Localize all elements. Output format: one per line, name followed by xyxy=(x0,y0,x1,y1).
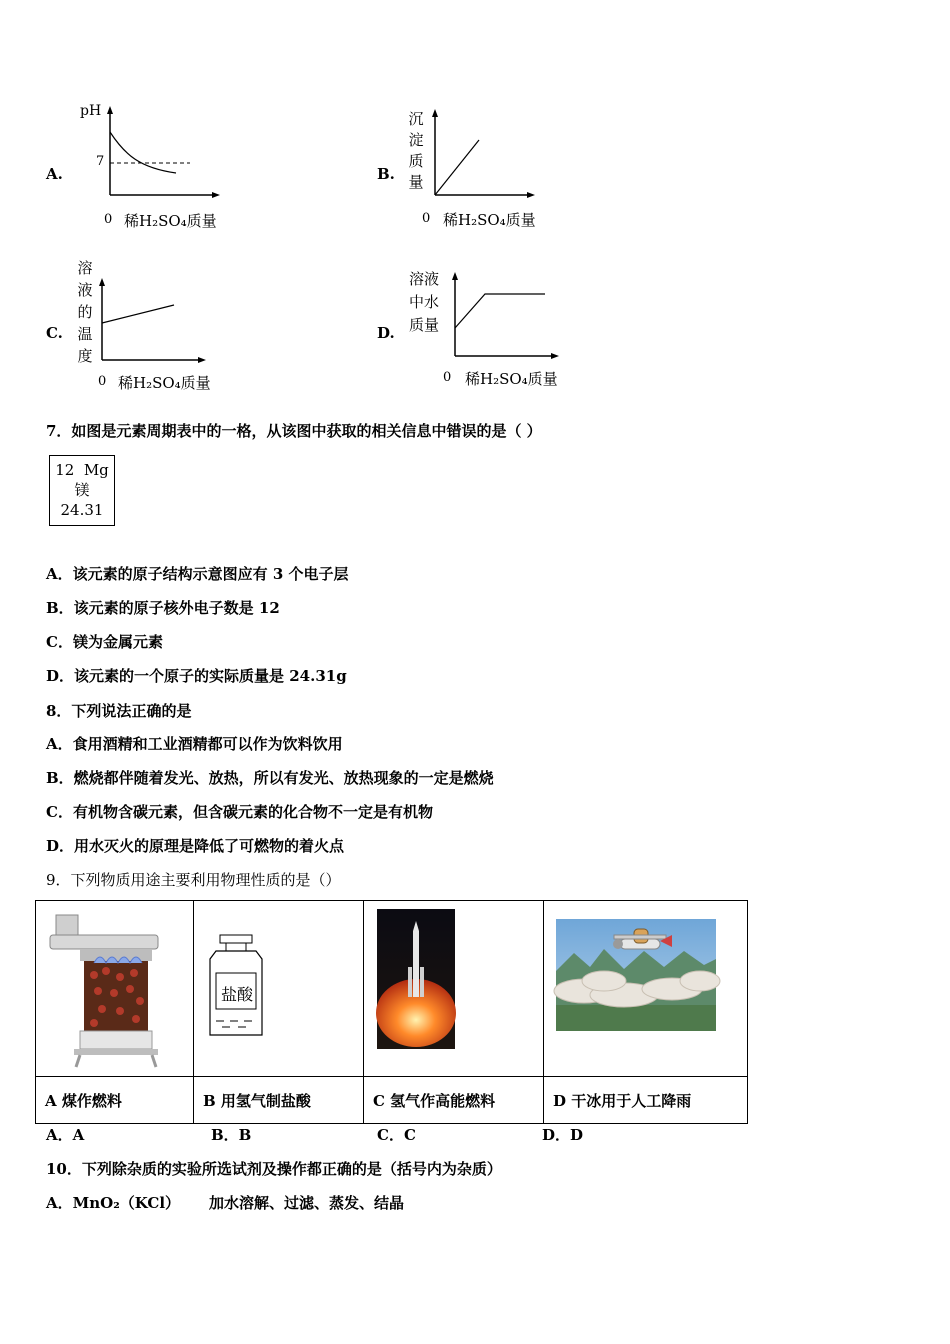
q9-answer-b: B．B xyxy=(211,1126,252,1144)
rocket-launch-illustration xyxy=(364,901,543,1072)
q9-answer-d: D．D xyxy=(542,1126,584,1144)
q9-cell-b-image xyxy=(194,901,364,1077)
graph-a-option-label: A. xyxy=(46,165,63,183)
graph-b-ylabel-4: 量 xyxy=(408,173,424,191)
q8-option-a: A．食用酒精和工业酒精都可以作为饮料饮用 xyxy=(46,735,343,753)
graph-a-origin: 0 xyxy=(104,212,113,227)
q8-option-c: C．有机物含碳元素，但含碳元素的化合物不一定是有机物 xyxy=(46,803,433,821)
q7-option-c: C．镁为金属元素 xyxy=(46,633,163,651)
graph-b-ylabel-1: 沉 xyxy=(408,110,424,128)
bottle-label: 盐酸 xyxy=(220,985,253,1004)
graph-c-ylabel-4: 温 xyxy=(77,325,93,343)
graph-c xyxy=(74,258,234,393)
graph-c-ylabel-3: 的 xyxy=(77,303,93,321)
element-symbol: Mg xyxy=(83,461,109,479)
element-name: 镁 xyxy=(74,481,90,499)
coal-stove-illustration xyxy=(36,901,193,1072)
graph-c-origin: 0 xyxy=(98,374,107,389)
q8-option-b: B．燃烧都伴随着发光、放热，所以有发光、放热现象的一定是燃烧 xyxy=(46,769,494,787)
graph-a xyxy=(80,100,240,235)
graph-c-option-label: C. xyxy=(46,324,63,342)
graph-b-option-label: B. xyxy=(377,165,395,183)
q9-table xyxy=(35,900,748,1124)
graph-d-ylabel-1: 溶液 xyxy=(409,270,440,288)
graph-d-xlabel: 稀H₂SO₄质量 xyxy=(465,370,558,388)
q8-stem: 8．下列说法正确的是 xyxy=(46,702,192,720)
q9-cell-c-image xyxy=(364,901,544,1077)
q7-option-a: A．该元素的原子结构示意图应有 3 个电子层 xyxy=(46,565,349,583)
graph-c-xlabel: 稀H₂SO₄质量 xyxy=(118,374,211,392)
q7-option-b: B．该元素的原子核外电子数是 12 xyxy=(46,599,280,617)
graph-d xyxy=(405,266,575,396)
q9-cell-d-label: D 干冰用于人工降雨 xyxy=(544,1077,748,1124)
graph-a-xlabel: 稀H₂SO₄质量 xyxy=(124,212,217,230)
q9-image-row xyxy=(36,901,748,1077)
graph-d-origin: 0 xyxy=(443,370,452,385)
element-mass: 24.31 xyxy=(60,501,104,519)
q9-cell-b-label: B 用氢气制盐酸 xyxy=(194,1077,364,1124)
q9-cell-a-image xyxy=(36,901,194,1077)
element-number: 12 xyxy=(55,461,75,479)
q10-option-a-formula: A．MnO₂（KCl） xyxy=(46,1194,181,1212)
graph-c-ylabel-1: 溶 xyxy=(77,259,93,277)
q9-cell-c-label: C 氢气作高能燃料 xyxy=(364,1077,544,1124)
graph-d-ylabel-2: 中水 xyxy=(409,293,440,311)
q10-option-a-method: 加水溶解、过滤、蒸发、结晶 xyxy=(209,1194,405,1212)
graph-c-ylabel-5: 度 xyxy=(77,347,93,365)
q8-option-d: D．用水灭火的原理是降低了可燃物的着火点 xyxy=(46,837,345,855)
graph-b xyxy=(405,105,565,235)
element-number-symbol xyxy=(50,460,114,480)
graph-b-ylabel-3: 质 xyxy=(408,152,424,170)
q7-stem: 7．如图是元素周期表中的一格，从该图中获取的相关信息中错误的是（ ） xyxy=(46,422,542,440)
cloud-seeding-plane-illustration xyxy=(544,901,747,1072)
q9-cell-a-label: A 煤作燃料 xyxy=(36,1077,194,1124)
graph-d-ylabel-3: 质量 xyxy=(409,316,440,334)
graph-b-xlabel: 稀H₂SO₄质量 xyxy=(443,211,536,229)
element-cell xyxy=(49,455,115,526)
graph-a-ylabel: pH xyxy=(80,103,102,119)
graph-c-ylabel-2: 液 xyxy=(77,281,93,299)
q9-answer-a: A．A xyxy=(46,1126,85,1144)
graph-b-ylabel-2: 淀 xyxy=(408,131,424,149)
q9-cell-d-image xyxy=(544,901,748,1077)
graph-b-origin: 0 xyxy=(422,211,431,226)
q9-label-row xyxy=(36,1077,748,1124)
graph-a-tick-7: 7 xyxy=(96,154,105,169)
q9-stem: 9．下列物质用途主要利用物理性质的是（） xyxy=(46,871,341,889)
q10-stem: 10．下列除杂质的实验所选试剂及操作都正确的是（括号内为杂质） xyxy=(46,1160,502,1178)
graph-d-option-label: D. xyxy=(377,324,395,342)
q7-option-d: D．该元素的一个原子的实际质量是 24.31g xyxy=(46,667,347,685)
q9-answer-c: C．C xyxy=(377,1126,416,1144)
